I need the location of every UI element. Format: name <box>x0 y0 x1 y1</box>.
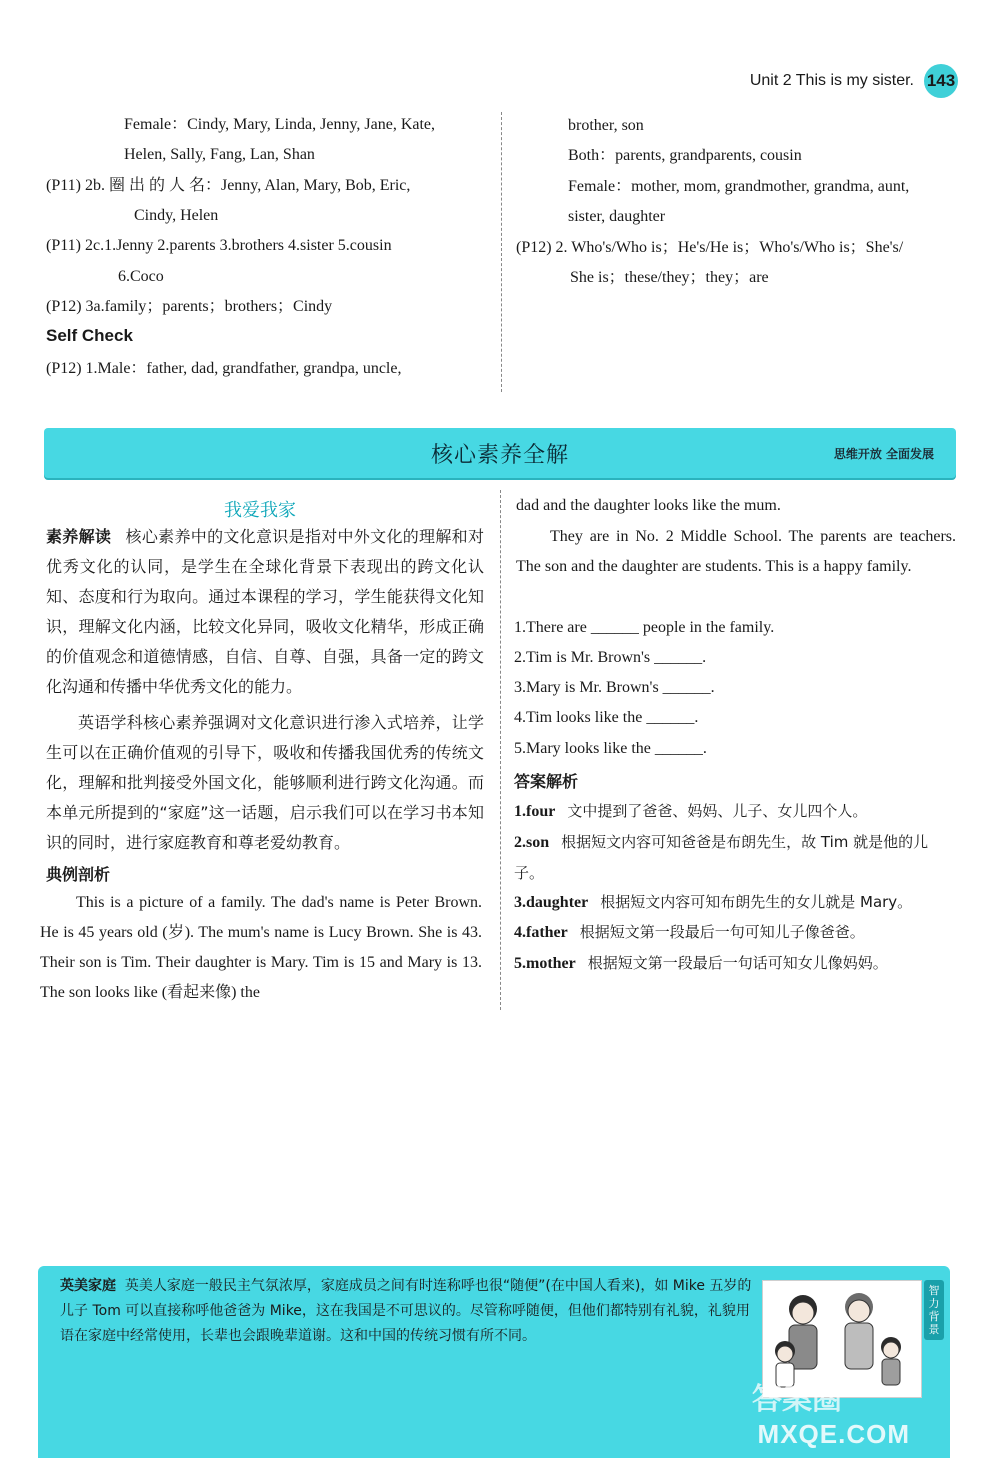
answer-line: (P12) 2. Who's/Who is；He's/He is；Who's/Who is；She's/ <box>516 239 904 256</box>
literacy-label: 素养解读 <box>46 527 112 546</box>
watermark-logo: 答案圈 <box>752 1382 842 1417</box>
background-tag: 智力背景 <box>924 1280 944 1340</box>
example-label: 典例剖析 <box>46 865 111 884</box>
answer-item <box>514 917 956 948</box>
answer-key: 5.mother <box>514 955 576 972</box>
question: 2.Tim is Mr. Brown's ______. <box>514 649 707 666</box>
answer-line: Both：parents, grandparents, cousin <box>568 147 802 164</box>
column-divider <box>501 112 502 392</box>
section-banner <box>44 428 956 478</box>
answer-text: 根据短文内容可知爸爸是布朗先生，故 Tim 就是他的儿子。 <box>514 833 929 882</box>
question: 4.Tim looks like the ______. <box>514 709 699 726</box>
answer-line: She is；these/they；they；are <box>570 269 769 286</box>
answer-line: (P12) 3a.family；parents；brothers；Cindy <box>46 298 333 315</box>
answer-key: 1.four <box>514 803 556 820</box>
background-note-box <box>38 1266 950 1458</box>
passage-continuation: dad and the daughter looks like the mum. <box>516 497 781 514</box>
answer-text: 根据短文第一段最后一句话可知女儿像妈妈。 <box>587 954 888 972</box>
literacy-paragraph-2: 英语学科核心素养强调对文化意识进行渗入式培养，让学生可以在正确价值观的引导下，吸收和传播我国优秀的传统文化，理解和批判接受外国文化，能够顺利进行跨文化沟通。而本单元所提到的“家庭”这一话题，启示我们可以在学习书本知识的同时，进行家庭教育和尊老爱幼教育。 <box>46 713 484 852</box>
passage-paragraph-2: They are in No. 2 Middle School. The parents are teachers. The son and the daughter are students. This is a happy family. <box>516 528 956 575</box>
answer-line: Female：mother, mom, grandmother, grandma, aunt, <box>568 178 910 195</box>
self-check-heading: Self Check <box>46 326 133 345</box>
unit-title: Unit 2 This is my sister. <box>749 72 914 89</box>
answer-key: 4.father <box>514 924 568 941</box>
question: 1.There are ______ people in the family. <box>514 619 775 636</box>
answer-item <box>514 796 956 827</box>
question: 5.Mary looks like the ______. <box>514 740 707 757</box>
answer-line: Helen, Sally, Fang, Lan, Shan <box>124 146 315 163</box>
answer-line: (P11) 2c.1.Jenny 2.parents 3.brothers 4.sister 5.cousin <box>46 237 392 254</box>
answer-line: (P12) 1.Male：father, dad, grandfather, grandpa, uncle, <box>46 360 402 377</box>
banner-title: 核心素养全解 <box>430 443 569 468</box>
answer-line: sister, daughter <box>568 208 666 225</box>
answer-line: 6.Coco <box>118 268 164 285</box>
answer-item <box>514 827 956 889</box>
banner-subtitle: 思维开放 全面发展 <box>833 447 934 461</box>
answer-line: (P11) 2b. 圈 出 的 人 名：Jenny, Alan, Mary, Bob, Eric, <box>46 177 411 194</box>
watermark-text: MXQE.COM <box>757 1419 910 1449</box>
note-text: 英美人家庭一般民主气氛浓厚，家庭成员之间有时连称呼也很“随便”(在中国人看来)，如 Mike 五岁的儿子 Tom 可以直接称呼他爸爸为 Mike，这在我国是不可思议的。尽管称呼随便，但他们都特别有礼貌，礼貌用语在家庭中经常使用，长辈也会跟晚辈道谢。这和中国的传统习惯有所不同。 <box>60 1278 752 1344</box>
answer-key: 2.son <box>514 834 550 851</box>
column-divider <box>500 490 501 1010</box>
answer-line: Female：Cindy, Mary, Linda, Jenny, Jane, Kate, <box>124 116 436 133</box>
literacy-text: 核心素养中的文化意识是指对中外文化的理解和对优秀文化的认同，是学生在全球化背景下表现出的跨文化认知、态度和行为取向。通过本课程的学习，学生能获得文化知识，理解文化内涵，比较文化异同，吸收文化精华，形成正确的价值观念和道德情感，自信、自尊、自强，具备一定的跨文化沟通和传播中华优秀文化的能力。 <box>46 527 484 696</box>
answer-item <box>514 948 956 979</box>
background-note <box>60 1274 760 1349</box>
page-header <box>750 64 958 98</box>
literacy-paragraph-1 <box>46 522 484 702</box>
answer-item <box>514 887 956 918</box>
answer-text: 根据短文内容可知布朗先生的女儿就是 Mary。 <box>600 893 913 911</box>
answer-line: brother, son <box>568 117 644 134</box>
answer-text: 文中提到了爸爸、妈妈、儿子、女儿四个人。 <box>567 802 868 820</box>
page-number: 143 <box>924 64 958 98</box>
example-passage: This is a picture of a family. The dad's name is Peter Brown. He is 45 years old (岁). The mum's name is Lucy Brown. She is 43. Their son is Tim. Their daughter is Mary. Tim is 15 and Mary is 13. The son looks like (看起来像) the <box>40 894 482 1001</box>
answer-text: 根据短文第一段最后一句可知儿子像爸爸。 <box>579 923 865 941</box>
answer-line: Cindy, Helen <box>134 207 219 224</box>
section-title: 我爱我家 <box>224 500 296 521</box>
note-label: 英美家庭 <box>60 1278 116 1294</box>
question: 3.Mary is Mr. Brown's ______. <box>514 679 715 696</box>
answer-key: 3.daughter <box>514 894 589 911</box>
answers-heading: 答案解析 <box>514 772 579 791</box>
